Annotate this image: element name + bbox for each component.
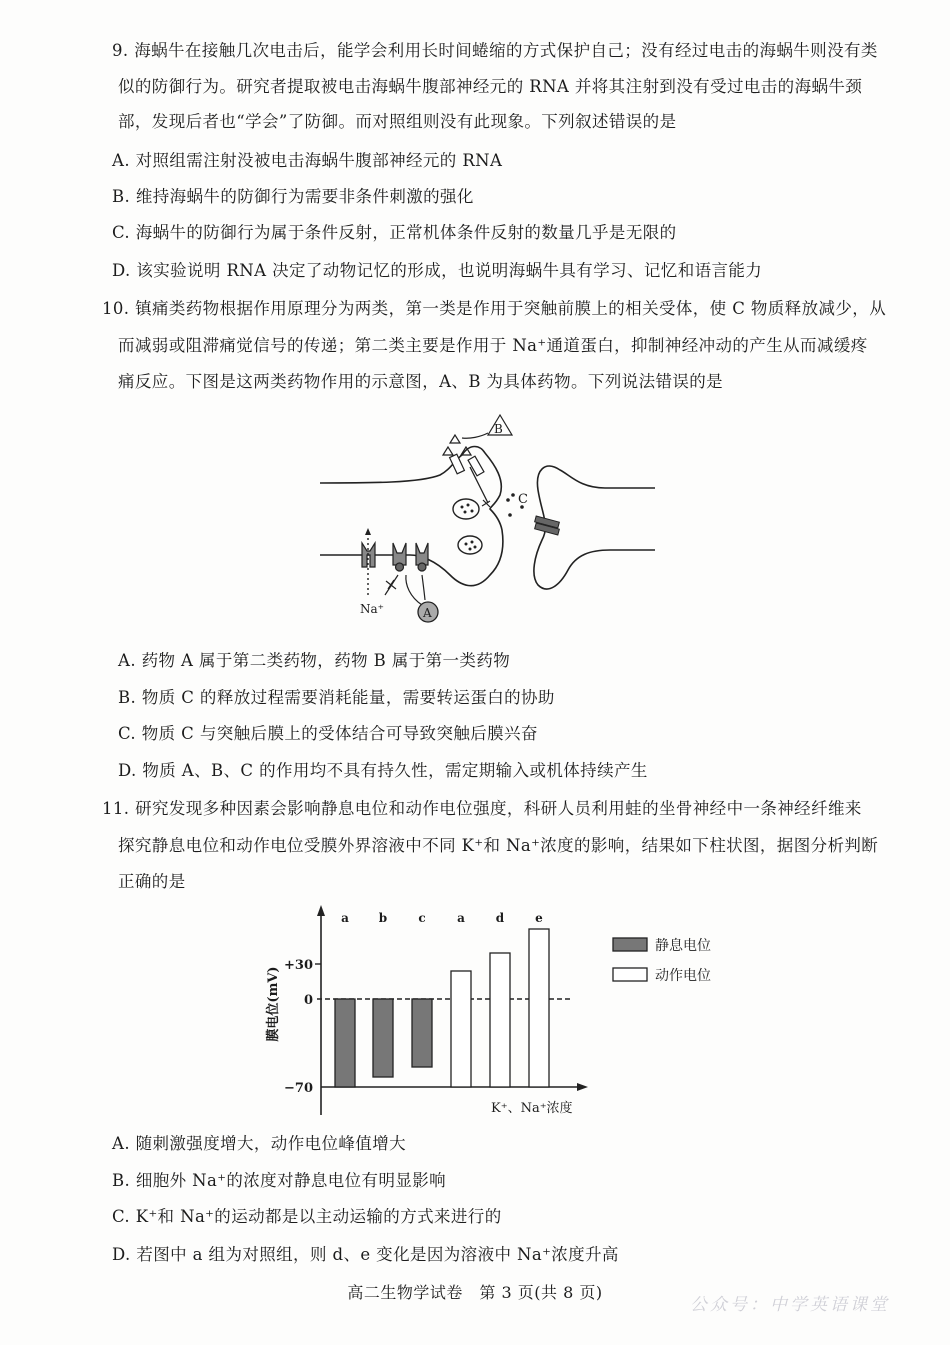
q10-stem-line-2: 而减弱或阻滞痛觉信号的传递；第二类主要是作用于 Na⁺通道蛋白，抑制神经冲动的产生从而减缓疼 [118,336,868,355]
y-axis-label: 膜电位(mV) [266,966,281,1042]
category-label: b [378,911,388,925]
ytick-plus30: +30 [284,958,313,973]
q11-option-d: D. 若图中 a 组为对照组，则 d、e 变化是因为溶液中 Na⁺浓度升高 [112,1245,619,1264]
legend-resting: 静息电位 [655,938,711,954]
ytick-zero: 0 [303,993,313,1008]
bar-action-d [490,953,510,1087]
q9-stem-line-3: 部，发现后者也“学会”了防御。而对照组则没有此现象。下列叙述错误的是 [118,112,677,131]
q10-option-b: B. 物质 C 的释放过程需要消耗能量，需要转运蛋白的协助 [118,688,555,707]
q9-stem-line-1: 9. 海蜗牛在接触几次电击后，能学会利用长时间蜷缩的方式保护自己；没有经过电击的海蜗牛则没有类 [112,41,878,60]
drug-a-label: A [423,606,432,620]
watermark: 公众号：中学英语课堂 [690,1295,890,1315]
q11-option-c: C. K⁺和 Na⁺的运动都是以主动运输的方式来进行的 [112,1207,502,1226]
q9-option-d: D. 该实验说明 RNA 决定了动物记忆的形成，也说明海蜗牛具有学习、记忆和语言能力 [112,261,763,280]
vesicle-icon [453,499,482,554]
bar-resting-c [412,999,432,1067]
q10-option-d: D. 物质 A、B、C 的作用均不具有持久性，需定期输入或机体持续产生 [118,761,648,780]
category-label: e [535,911,543,925]
category-label: d [495,911,505,925]
bar-action-a [451,971,471,1087]
legend-action: 动作电位 [655,968,711,984]
q11-stem-line-1: 11. 研究发现多种因素会影响静息电位和动作电位强度，科研人员利用蛙的坐骨神经中一条神经纤维来 [102,799,862,818]
q10-option-a: A. 药物 A 属于第二类药物，药物 B 属于第一类药物 [118,651,511,670]
page-footer: 高二生物学试卷 第 3 页(共 8 页) [347,1283,603,1302]
substance-c-label: C [518,492,528,507]
q11-stem-line-3: 正确的是 [118,872,186,891]
bar-resting-b [373,999,393,1077]
q11-option-b: B. 细胞外 Na⁺的浓度对静息电位有明显影响 [112,1171,447,1190]
q10-stem-line-3: 痛反应。下图是这两类药物作用的示意图，A、B 为具体药物。下列说法错误的是 [118,372,724,391]
category-label: c [418,911,426,925]
sodium-channel-icon [362,543,428,571]
drug-b-label: B [494,422,503,436]
q9-stem-line-2: 似的防御行为。研究者提取被电击海蜗牛腹部神经元的 RNA 并将其注射到没有受过电击的海蜗牛颈 [118,77,863,96]
q9-option-c: C. 海蜗牛的防御行为属于条件反射，正常机体条件反射的数量几乎是无限的 [112,223,677,242]
category-label: a [457,911,465,925]
ytick-minus70: −70 [284,1081,313,1096]
category-label: a [341,911,349,925]
postsynaptic-receptor-icon [535,516,560,535]
q10-stem-line-1: 10. 镇痛类药物根据作用原理分为两类，第一类是作用于突触前膜上的相关受体，使 C 物质释放减少，从 [102,299,887,318]
q9-option-b: B. 维持海蜗牛的防御行为需要非条件刺激的强化 [112,187,474,206]
bar-resting-a [335,999,355,1087]
sodium-label: Na⁺ [360,602,384,616]
membrane-potential-chart [255,900,735,1125]
bar-action-e [529,929,549,1087]
synapse-diagram [310,405,655,630]
x-axis-label: K⁺、Na⁺浓度 [491,1101,573,1116]
q9-option-a: A. 对照组需注射没被电击海蜗牛腹部神经元的 RNA [112,151,503,170]
q11-option-a: A. 随刺激强度增大，动作电位峰值增大 [112,1134,407,1153]
q11-stem-line-2: 探究静息电位和动作电位受膜外界溶液中不同 K⁺和 Na⁺浓度的影响，结果如下柱状图，据图分析判断 [118,836,879,855]
q10-option-c: C. 物质 C 与突触后膜上的受体结合可导致突触后膜兴奋 [118,724,538,743]
chart-legend [613,937,711,984]
